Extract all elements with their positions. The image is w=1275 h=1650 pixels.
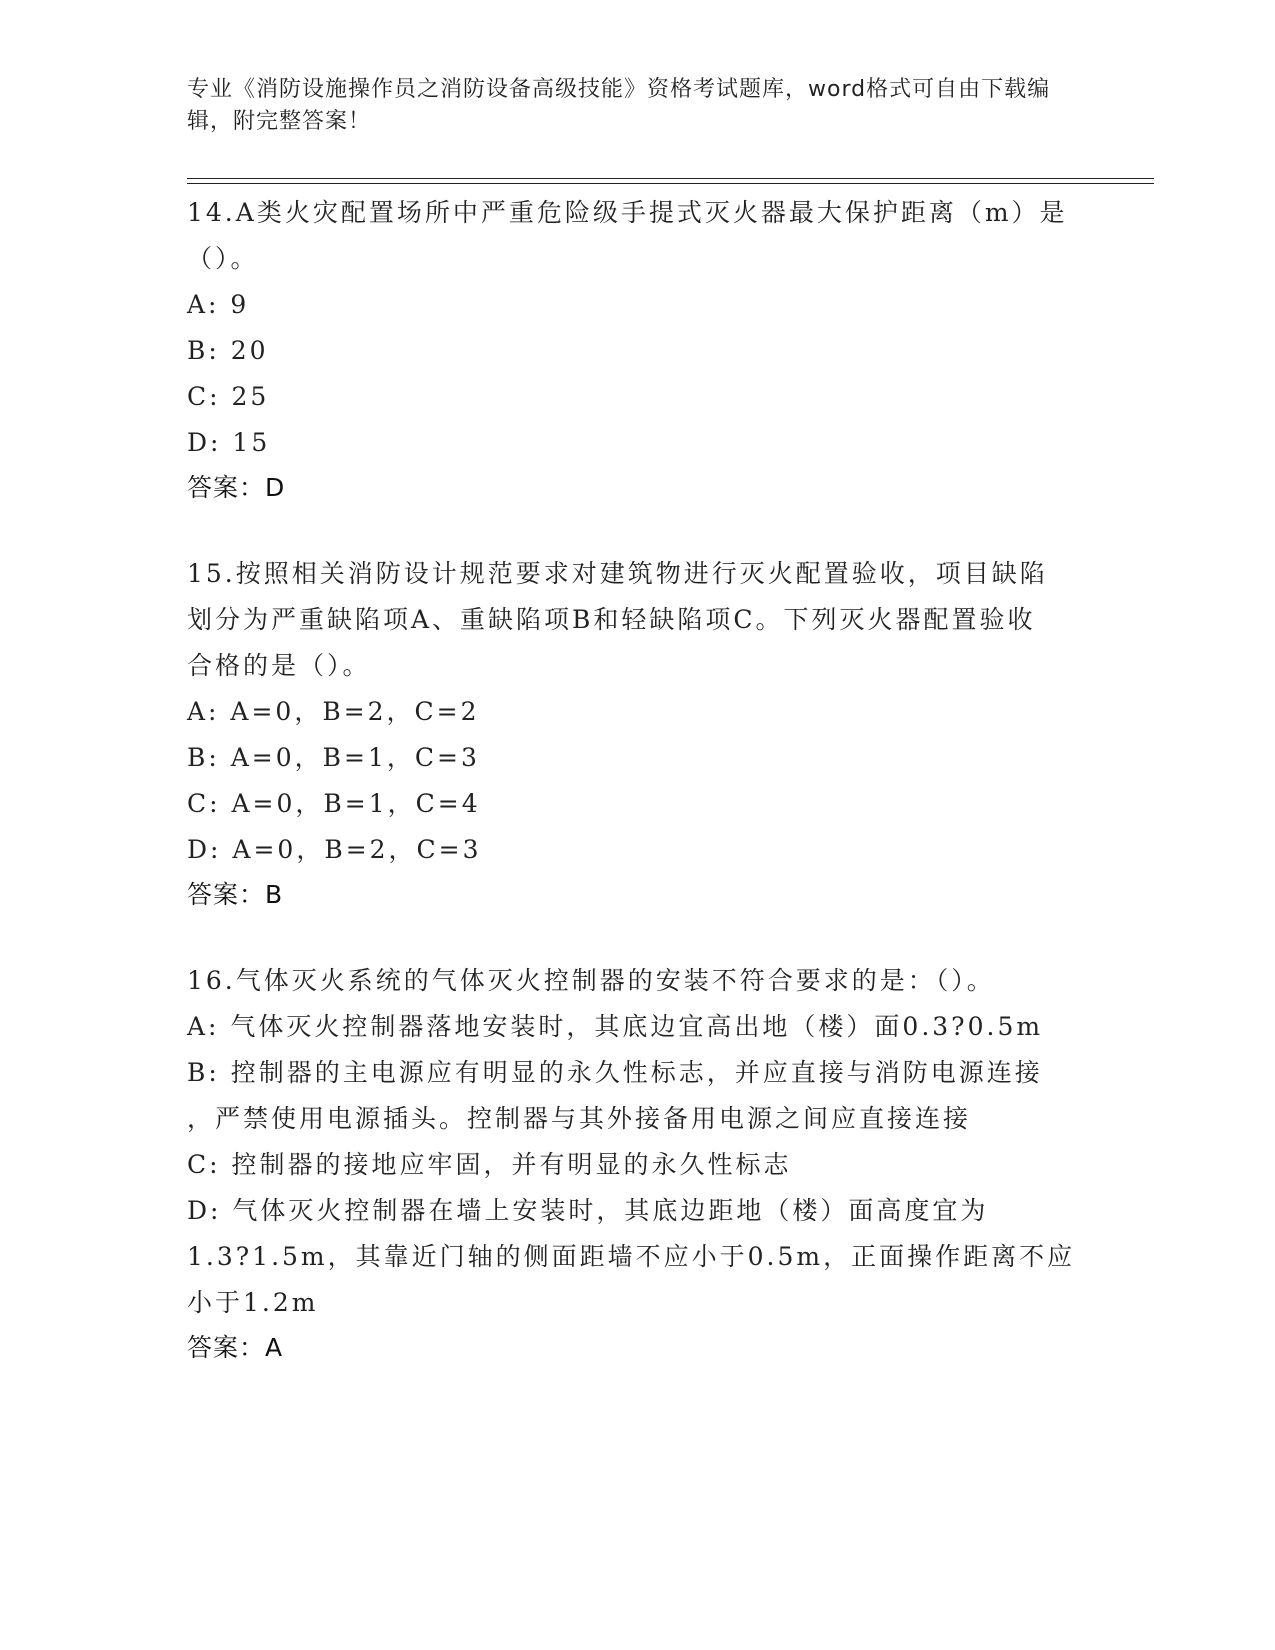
option-a: A: A=0，B=2，C=2 — [187, 697, 480, 726]
question-14 — [187, 190, 1087, 510]
question-text-line: 14.A类火灾配置场所中严重危险级手提式灭火器最大保护距离（m）是 — [187, 198, 1068, 227]
option-b: B: A=0，B=1，C=3 — [187, 743, 480, 772]
question-15 — [187, 551, 1087, 917]
question-text-line: 划分为严重缺陷项A、重缺陷项B和轻缺陷项C。下列灭火器配置验收 — [187, 605, 1036, 634]
option-a: A: 9 — [187, 290, 250, 319]
question-text-line: 15.按照相关消防设计规范要求对建筑物进行灭火配置验收，项目缺陷 — [187, 559, 1048, 588]
option-c: C: 25 — [187, 382, 270, 411]
option-d-continued: 1.3?1.5m，其靠近门轴的侧面距墙不应小于0.5m，正面操作距离不应 — [187, 1242, 1076, 1271]
option-c: C: 控制器的接地应牢固，并有明显的永久性标志 — [187, 1150, 792, 1179]
divider-line-top — [187, 178, 1154, 179]
option-c: C: A=0，B=1，C=4 — [187, 789, 481, 818]
option-d: D: A=0，B=2，C=3 — [187, 835, 482, 864]
option-d: D: 15 — [187, 428, 271, 457]
question-list — [187, 190, 1087, 1411]
divider-line-bottom — [187, 183, 1154, 184]
answer-label: 答案：B — [187, 880, 284, 909]
question-16 — [187, 958, 1087, 1370]
option-b: B: 控制器的主电源应有明显的永久性标志，并应直接与消防电源连接 — [187, 1058, 1043, 1087]
option-a: A: 气体灭火控制器落地安装时，其底边宜高出地（楼）面0.3?0.5m — [187, 1012, 1044, 1041]
intro-text: 专业《消防设施操作员之消防设备高级技能》资格考试题库，word格式可自由下载编辑，附完整答案！ — [187, 77, 1051, 134]
option-b: B: 20 — [187, 336, 269, 365]
question-text-line: 合格的是（）。 — [187, 651, 371, 680]
answer-label: 答案：D — [187, 473, 286, 502]
answer-label: 答案：A — [187, 1333, 284, 1362]
option-d: D: 气体灭火控制器在墙上安装时，其底边距地（楼）面高度宜为 — [187, 1196, 989, 1225]
question-text-line: （）。 — [187, 244, 259, 273]
option-b-continued: ，严禁使用电源插头。控制器与其外接备用电源之间应直接连接 — [187, 1104, 972, 1133]
question-text-line: 16.气体灭火系统的气体灭火控制器的安装不符合要求的是：（）。 — [187, 966, 995, 995]
option-d-continued: 小于1.2m — [187, 1288, 319, 1317]
